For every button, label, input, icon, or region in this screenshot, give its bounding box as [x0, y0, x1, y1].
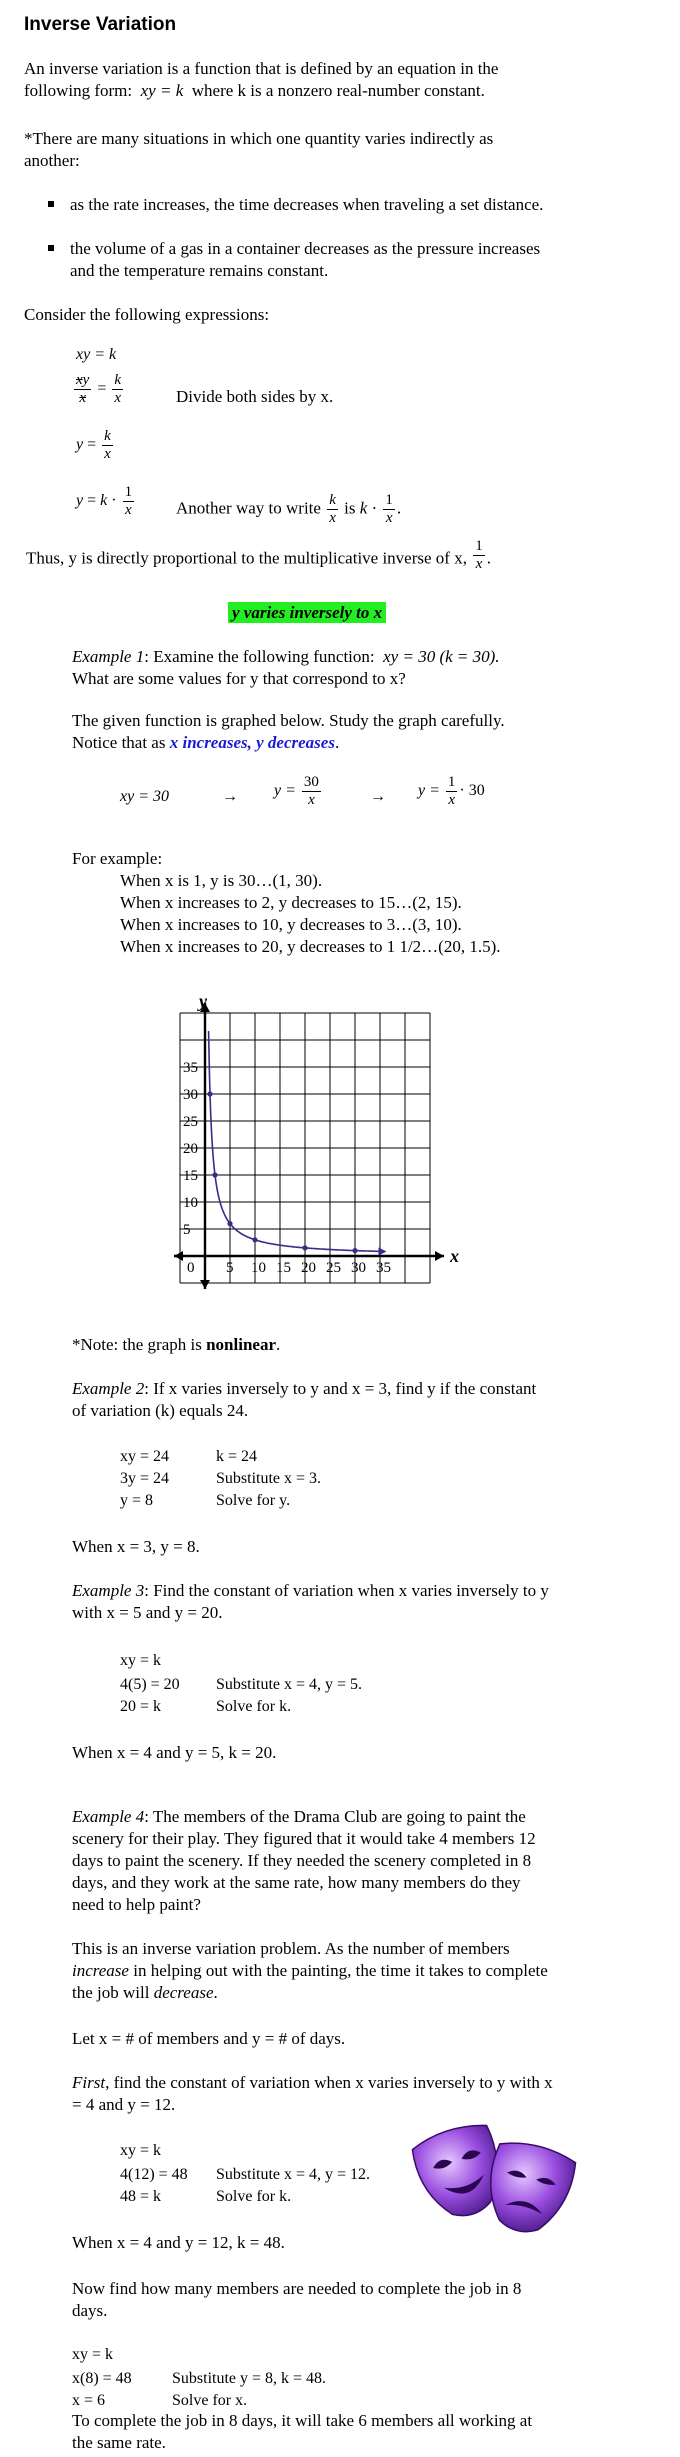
example4-answer: When x = 4 and y = 12, k = 48. — [72, 2233, 285, 2252]
intro-line-2 — [24, 80, 485, 101]
example2-text1: : If x varies inversely to y and x = 3, find y if the constant — [144, 1379, 537, 1398]
situations-list — [24, 194, 664, 215]
note-a: *Note: the graph is — [72, 1335, 207, 1354]
ex3-step-eq: 20 = k — [120, 1698, 162, 1715]
chain-c: y = — [418, 782, 440, 800]
ex2-step-note: Substitute x = 3. — [216, 1470, 322, 1487]
graph-lead-2: Notice that as x increases, y decreases. — [72, 733, 340, 752]
case-item: When x increases to 10, y decreases to 3…(3, 10). — [120, 915, 462, 934]
final-line-1: To complete the job in 8 days, it will take 6 members all working at — [72, 2411, 533, 2430]
example3-line1 — [72, 1580, 549, 1601]
x-axis-label: x — [450, 1246, 459, 1266]
example2-line2: of variation (k) equals 24. — [72, 1401, 249, 1420]
example3-text1: : Find the constant of variation when x varies inversely to y — [144, 1581, 549, 1600]
graph-grid — [180, 1013, 430, 1283]
case-item: When x increases to 2, y decreases to 15…(2, 15). — [120, 893, 462, 912]
example1-text1: : Examine the following function: — [144, 647, 375, 666]
now-line-1: Now find how many members are needed to complete the job in 8 — [72, 2279, 522, 2298]
page-title: Inverse Variation — [24, 14, 177, 35]
ex4-step-note: Substitute x = 4, y = 12. — [216, 2166, 371, 2183]
final-line-2: the same rate. — [72, 2433, 166, 2452]
ex3-step-note: Substitute x = 4, y = 5. — [216, 1676, 363, 1693]
first-text: , find the constant of variation when x varies inversely to y with x — [105, 2073, 553, 2092]
example4-text: : The members of the Drama Club are going to paint the — [144, 1807, 526, 1826]
ex4b-step-eq: x = 6 — [72, 2392, 106, 2409]
y-axis-arrow-down — [200, 1280, 210, 1289]
another-way-note: Another way to write $\frac{k}{x}$ is k · $\frac{1}{x}$ . — [176, 492, 402, 526]
example1-label: Example 1 — [72, 647, 145, 666]
note-c: . — [276, 1335, 281, 1354]
situations-lead-1: *There are many situations in which one quantity varies indirectly as — [24, 129, 494, 148]
x-tick-label: 30 — [351, 1260, 366, 1276]
ex4-step-eq: xy = k — [120, 2142, 162, 2159]
graph-axes — [174, 1003, 444, 1289]
arrow-2: → — [370, 788, 386, 805]
x-tick-label: 25 — [326, 1260, 341, 1276]
chain-xy30 — [120, 786, 169, 807]
fraction: $\frac{k}{x}$ — [329, 492, 336, 526]
y-tick-label: 20 — [183, 1141, 198, 1157]
expr-divide: $\frac{xy}{x}$ = $\frac{k}{x}$ — [76, 372, 122, 406]
example2-answer: When x = 3, y = 8. — [72, 1537, 200, 1556]
example2-label: Example 2 — [72, 1379, 145, 1398]
ex2-step-note: Solve for y. — [216, 1492, 291, 1509]
example1-line1 — [72, 646, 500, 667]
x-tick-label: 15 — [276, 1260, 291, 1276]
first-line-1 — [72, 2072, 553, 2093]
chain-y1x30: y = $\frac{1}{x}$ · 30 — [418, 774, 485, 808]
example2-line1 — [72, 1378, 536, 1399]
example4-line1 — [72, 1806, 526, 1827]
fraction: $\frac{k}{x}$ — [114, 372, 122, 406]
situations-list-2 — [24, 238, 664, 259]
for-example: For example: — [72, 849, 163, 868]
inverse-line-3 — [72, 1982, 218, 2003]
expr-xy-k — [76, 344, 116, 365]
expr-y-k-times-inv: y = k · $\frac{1}{x}$ — [76, 484, 133, 518]
chain-b: y = — [274, 782, 296, 800]
ex3-step-eq: 4(5) = 20 — [120, 1676, 180, 1693]
ex4-step-note: Solve for k. — [216, 2188, 292, 2205]
divide-note: Divide both sides by x. — [176, 387, 334, 406]
y-tick-label: 30 — [183, 1087, 198, 1103]
graph-points — [207, 1091, 386, 1255]
example4-line: scenery for their play. They figured that it would take 4 members 12 — [72, 1829, 536, 1848]
x-tick-label: 35 — [376, 1260, 391, 1276]
let-x-line: Let x = # of members and y = # of days. — [72, 2029, 346, 2048]
expr-xy-k-text: xy = k — [76, 346, 117, 363]
data-point — [207, 1091, 212, 1096]
fraction: $\frac{1}{x}$ — [447, 774, 456, 808]
origin-label: 0 — [187, 1260, 195, 1276]
arrow-1: → — [222, 788, 238, 805]
x-tick-label: 20 — [301, 1260, 316, 1276]
intro-form-label: following form: — [24, 81, 133, 100]
graph-lead-1: The given function is graphed below. Study the graph carefully. — [72, 711, 505, 730]
case-item: When x increases to 20, y decreases to 1 1/2…(20, 1.5). — [120, 937, 501, 956]
graph-lead-2a: Notice that as — [72, 733, 170, 752]
y-tick-label: 15 — [183, 1168, 198, 1184]
ex4-step-eq: 48 = k — [120, 2188, 162, 2205]
ex2-step-note: k = 24 — [216, 1448, 258, 1465]
first-label: First — [72, 2073, 106, 2092]
drama-masks-icon — [410, 2118, 580, 2243]
variation-banner — [228, 602, 386, 623]
note-b: nonlinear — [206, 1335, 276, 1354]
fraction: $\frac{xy}{x}$ — [76, 372, 90, 406]
example3-label: Example 3 — [72, 1581, 145, 1600]
inv-decrease: decrease — [153, 1983, 214, 2002]
y-tick-label: 10 — [183, 1195, 198, 1211]
ex4b-step-note: Solve for x. — [172, 2392, 248, 2409]
bullet-item: as the rate increases, the time decreases when traveling a set distance. — [24, 194, 664, 215]
x-axis-arrow — [435, 1251, 444, 1261]
data-point — [302, 1245, 307, 1250]
fraction: $\frac{k}{x}$ — [104, 428, 111, 462]
y-tick-label: 5 — [183, 1222, 191, 1238]
example3-answer: When x = 4 and y = 5, k = 20. — [72, 1743, 277, 1762]
inv-line-3c: . — [213, 1983, 218, 2002]
ex3-step-eq: xy = k — [120, 1652, 162, 1669]
fraction: $\frac{1}{x}$ — [124, 484, 133, 518]
data-point — [212, 1172, 217, 1177]
chain-a: xy = 30 — [120, 788, 169, 805]
ex2-step-eq: xy = 24 — [120, 1448, 170, 1465]
example1-eq: xy = 30 (k = 30). — [383, 647, 500, 666]
thus-text: Thus, y is directly proportional to the multiplicative inverse of x, — [26, 548, 467, 568]
example4-line: need to help paint? — [72, 1895, 201, 1914]
y-tick-label: 35 — [183, 1060, 198, 1076]
y-tick-label: 25 — [183, 1114, 198, 1130]
example4-line: days, and they work at the same rate, how many members do they — [72, 1873, 521, 1892]
chain-y30x — [274, 774, 323, 809]
ex2-step-eq: 3y = 24 — [120, 1470, 170, 1487]
inv-line-2-text: in helping out with the painting, the time it takes to complete — [128, 1961, 548, 1980]
consider-lead: Consider the following expressions: — [24, 305, 270, 324]
banner-text: y varies inversely to x — [228, 602, 386, 623]
data-point — [227, 1221, 232, 1226]
ex4b-step-note: Substitute y = 8, k = 48. — [172, 2370, 327, 2387]
another-way-text: Another way to write — [176, 498, 321, 518]
series-curve — [209, 1031, 385, 1252]
first-line-2: = 4 and y = 12. — [72, 2095, 176, 2114]
x-tick-label: 5 — [226, 1260, 234, 1276]
example4-line: days to paint the scenery. If they needed the scenery completed in 8 — [72, 1851, 532, 1870]
inverse-variation-graph — [160, 995, 470, 1305]
nonlinear-note — [72, 1334, 280, 1355]
fraction: $\frac{1}{x}$ — [385, 492, 393, 526]
bullet-item: the volume of a gas in a container decreases as the pressure increases — [24, 238, 664, 259]
case-item: When x is 1, y is 30…(1, 30). — [120, 871, 323, 890]
example3-line2: with x = 5 and y = 20. — [72, 1603, 223, 1622]
example4-label: Example 4 — [72, 1807, 145, 1826]
y-axis-label: y — [199, 995, 207, 1011]
bullet-continuation: and the temperature remains constant. — [70, 261, 329, 280]
expr-y-k-over-x: y = $\frac{k}{x}$ — [76, 428, 111, 462]
now-line-2: days. — [72, 2301, 108, 2320]
intro-line-1: An inverse variation is a function that is defined by an equation in the — [24, 59, 499, 78]
inv-line-3a: the job will — [72, 1983, 154, 2002]
x-axis-arrow-left — [174, 1251, 183, 1261]
ex4-step-eq: 4(12) = 48 — [120, 2166, 188, 2183]
fraction: $\frac{30}{x}$ — [303, 774, 319, 808]
intro-form-desc: where k is a nonzero real-number constant. — [191, 81, 485, 100]
ex2-step-eq: y = 8 — [120, 1492, 154, 1509]
curve-arrow — [379, 1248, 387, 1256]
x-tick-label: 10 — [251, 1260, 266, 1276]
situations-lead-2: another: — [24, 151, 80, 170]
fraction: $\frac{1}{x}$ — [475, 538, 483, 572]
example1-line2: What are some values for y that correspond to x? — [72, 669, 406, 688]
ex4b-step-eq: x(8) = 48 — [72, 2370, 132, 2387]
data-point — [352, 1248, 357, 1253]
thus-line: Thus, y is directly proportional to the multiplicative inverse of x, $\frac{1}{x}$ . — [26, 538, 491, 572]
inv-increase: increase — [72, 1961, 129, 1980]
is-text: is — [344, 498, 356, 518]
ex3-step-note: Solve for k. — [216, 1698, 292, 1715]
ex4b-step-eq: xy = k — [72, 2346, 114, 2363]
inverse-line-1: This is an inverse variation problem. As the number of members — [72, 1939, 510, 1958]
data-point — [252, 1237, 257, 1242]
graph-lead-emphasis: x increases, y decreases — [169, 733, 335, 752]
intro-form-eq: xy = k — [140, 81, 184, 100]
inverse-line-2 — [72, 1960, 548, 1981]
